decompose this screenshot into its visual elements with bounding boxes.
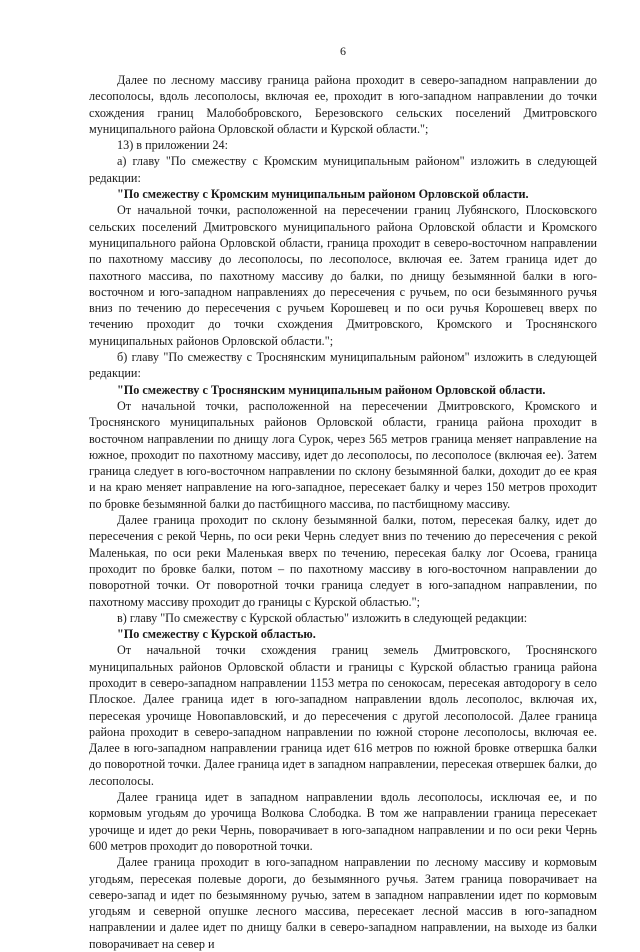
paragraph: а) главу "По смежеству с Кромским муниципальным районом" изложить в следующей редакции: xyxy=(89,154,597,185)
paragraph: Далее по лесному массиву граница района проходит в северо-западном направлении до лесополосы, вдоль лесополосы, включая ее, проходит в юго-западном направлении до точки схождения границ Малобобровского, Березовского сельских поселений Дмитровского муниципального района Орловской области и Курской области."; xyxy=(89,73,597,136)
page-number: 6 xyxy=(340,44,346,58)
section-heading: "По смежеству с Троснянским муниципальным районом Орловской области. xyxy=(117,382,546,397)
paragraph: в) главу "По смежеству с Курской областью" изложить в следующей редакции: xyxy=(117,610,528,625)
document-body xyxy=(89,72,597,952)
paragraph: 13) в приложении 24: xyxy=(117,138,228,153)
paragraph: б) главу "По смежеству с Троснянским муниципальным районом" изложить в следующей редакции: xyxy=(89,350,597,381)
paragraph: От начальной точки схождения границ земель Дмитровского, Троснянского муниципальных районов Орловской области и границы с Курской областью граница района проходит в северо-западном направлении 1153 метра по сенокосам, пересекая автодорогу в село Плоское. Далее граница идет в юго-западном направлении вдоль лесополос, включая их, пересекая урочище Новопавловский, и до пересечения с другой лесополосой. Далее граница района проходит в северо-западном направлении по южной стороне лесополосы, включая ее. Далее в юго-западном направлении граница идет 616 метров по южной бровке отвершка балки до поворотной точки. Далее граница идет в западном направлении, пересекая отвершек балки, до лесополосы. xyxy=(89,643,597,788)
paragraph: От начальной точки, расположенной на пересечении границ Лубянского, Плосковского сельских поселений Дмитровского муниципального района Орловской области и Кромского муниципального района Орловской области, граница проходит в северо-восточном направлении по пахотному массиву до лесополосы, по лесополосе, включая ее. Затем граница идет до пахотного массива, по пахотному массиву до балки, по днищу безымянной балки в юго-восточном и юго-западном направлениях до пересечения с ручьем, по оси безымянного ручья вниз по течению до пересечения с ручьем Корошевец и по оси ручья Корошевец вверх по течению проходит до точки схождения Дмитровского, Кромского и Троснянского муниципальных районов Орловской области."; xyxy=(89,203,597,348)
section-heading: "По смежеству с Курской областью. xyxy=(117,627,316,642)
paragraph: Далее граница проходит в юго-западном направлении по лесному массиву и кормовым угодьям, пересекая полевые дороги, до безымянного ручья. Затем граница поворачивает на северо-запад и идет по безымянному ручью, затем в западном направлении идет по кормовым угодьям и северной опушке лесного массива, пересекает лесной массив в юго-западном направлении и далее идет по днищу балки в северо-западном направлении, на выходе из балки поворачивает на север и xyxy=(89,855,597,951)
paragraph: От начальной точки, расположенной на пересечении Дмитровского, Кромского и Троснянского муниципальных районов Орловской области, граница района проходит в восточном направлении по днищу лога Сурок, через 565 метров граница меняет направление на южное, проходит по пахотному массиву, идет до лесополосы, по лесополосе (включая ее). Затем граница следует в юго-восточном направлении по склону безымянной балки, доходит до ее края и на краю меняет направление на юго-западное, пересекает балку и через 150 метров проходит по бровке безымянной балки до пастбищного массива, по пастбищному массиву. xyxy=(89,398,597,511)
paragraph: Далее граница идет в западном направлении вдоль лесополосы, исключая ее, и по кормовым угодьям до урочища Волкова Слободка. В том же направлении граница пересекает урочище и идет до реки Чернь, поворачивает в юго-западном направлении и по оси реки Чернь 600 метров проходит до поворотной точки. xyxy=(89,790,597,853)
paragraph: Далее граница проходит по склону безымянной балки, потом, пересекая балку, идет до пересечения с рекой Чернь, по оси реки Чернь следует вниз по течению до пересечения с рекой Маленькая, по оси реки Маленькая вверх по течению, пересекая балку лог Осоева, граница проходит по бровке балки, потом – по пахотному массиву в юго-восточном направлении до поворотной точки. От поворотной точки граница следует в юго-западном направлении, по пахотному массиву проходит до границы с Курской областью."; xyxy=(89,513,597,609)
section-heading: "По смежеству с Кромским муниципальным районом Орловской области. xyxy=(117,187,529,202)
